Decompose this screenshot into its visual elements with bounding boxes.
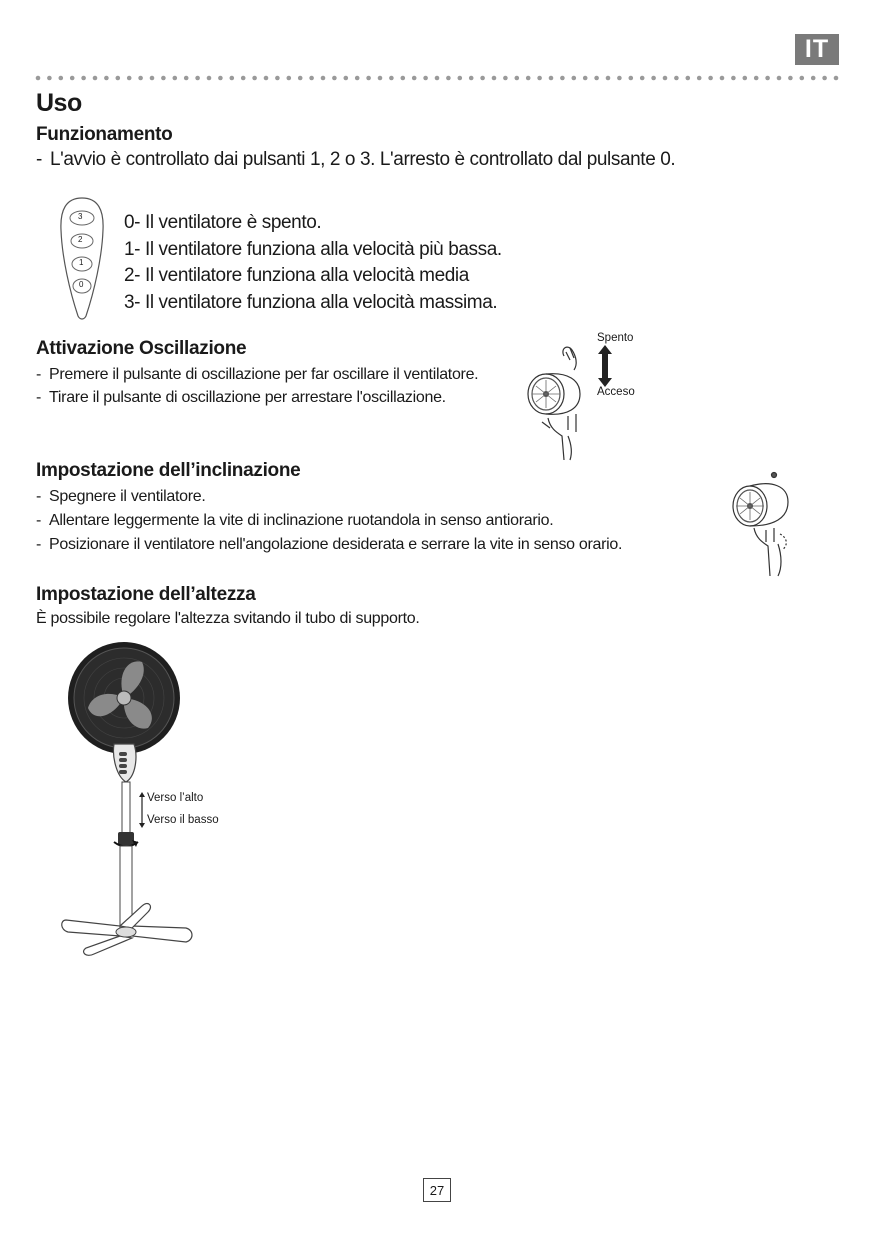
bullet-dash: -	[36, 389, 42, 406]
speed-item-3: 3- Il ventilatore funziona alla velocità massima.	[124, 291, 498, 313]
oscillation-fan-illustration	[520, 336, 600, 460]
divider-dot	[515, 76, 520, 81]
divider-dot	[583, 76, 588, 81]
page-number: 27	[423, 1178, 451, 1202]
divider-dot	[435, 76, 440, 81]
divider-dot	[822, 76, 827, 81]
tilt-item	[36, 512, 622, 536]
bullet-dash: -	[36, 366, 42, 383]
divider-dot	[537, 76, 542, 81]
divider-dot	[480, 76, 485, 81]
divider-dot	[81, 76, 86, 81]
divider-dot	[321, 76, 326, 81]
divider-dot	[59, 76, 64, 81]
height-label-up: Verso l’alto	[147, 792, 204, 804]
divider-dot	[708, 76, 713, 81]
divider-dot	[389, 76, 394, 81]
divider-dot	[173, 76, 178, 81]
divider-dot	[800, 76, 805, 81]
dotted-divider	[36, 74, 840, 82]
divider-dot	[606, 76, 611, 81]
height-arrow-icon	[139, 792, 145, 828]
divider-dot	[560, 76, 565, 81]
oscillation-label-off: Spento	[597, 332, 634, 344]
divider-dot	[309, 76, 314, 81]
divider-dot	[412, 76, 417, 81]
bullet-dash: -	[36, 512, 42, 529]
divider-dot	[674, 76, 679, 81]
tilt-item-text: Posizionare il ventilatore nell'angolazione desiderata e serrare la vite in senso orario.	[49, 536, 623, 553]
divider-dot	[549, 76, 554, 81]
remote-button-3: 3	[78, 212, 83, 221]
oscillation-item-text: Tirare il pulsante di oscillazione per arrestare l'oscillazione.	[49, 389, 446, 406]
remote-button-0: 0	[79, 280, 84, 289]
divider-dot	[811, 76, 816, 81]
oscillation-list	[36, 366, 478, 412]
divider-dot	[184, 76, 189, 81]
speed-list	[124, 212, 502, 318]
divider-dot	[492, 76, 497, 81]
divider-dot	[629, 76, 634, 81]
height-heading: Impostazione dell’altezza	[36, 584, 256, 605]
oscillation-item-text: Premere il pulsante di oscillazione per far oscillare il ventilatore.	[49, 366, 479, 383]
divider-dot	[469, 76, 474, 81]
tilt-item-text: Spegnere il ventilatore.	[49, 488, 206, 505]
divider-dot	[70, 76, 75, 81]
divider-dot	[720, 76, 725, 81]
divider-dot	[754, 76, 759, 81]
divider-dot	[663, 76, 668, 81]
divider-dot	[161, 76, 166, 81]
tilt-item	[36, 536, 622, 560]
operation-intro	[36, 149, 675, 171]
divider-dot	[446, 76, 451, 81]
divider-dot	[36, 76, 41, 81]
divider-dot	[640, 76, 645, 81]
divider-dot	[195, 76, 200, 81]
bullet-dash: -	[36, 149, 42, 170]
oscillation-heading: Attivazione Oscillazione	[36, 338, 247, 359]
divider-dot	[366, 76, 371, 81]
divider-dot	[423, 76, 428, 81]
divider-dot	[834, 76, 839, 81]
divider-dot	[572, 76, 577, 81]
language-badge: IT	[795, 34, 839, 65]
oscillation-label-on: Acceso	[597, 386, 635, 398]
divider-dot	[401, 76, 406, 81]
divider-dot	[332, 76, 337, 81]
divider-dot	[788, 76, 793, 81]
tilt-item	[36, 488, 622, 512]
divider-dot	[503, 76, 508, 81]
divider-dot	[275, 76, 280, 81]
divider-dot	[617, 76, 622, 81]
up-down-arrow-icon	[598, 345, 612, 387]
divider-dot	[207, 76, 212, 81]
divider-dot	[458, 76, 463, 81]
page-title: Uso	[36, 89, 82, 117]
divider-dot	[378, 76, 383, 81]
bullet-dash: -	[36, 488, 42, 505]
speed-item-1: 1- Il ventilatore funziona alla velocità più bassa.	[124, 238, 502, 260]
speed-item-0: 0- Il ventilatore è spento.	[124, 212, 322, 233]
divider-dot	[651, 76, 656, 81]
oscillation-item	[36, 366, 478, 389]
divider-dot	[252, 76, 257, 81]
divider-dot	[594, 76, 599, 81]
tilt-list	[36, 488, 622, 560]
divider-dot	[355, 76, 360, 81]
divider-dot	[697, 76, 702, 81]
bullet-dash: -	[36, 536, 42, 553]
operation-intro-text: L'avvio è controllato dai pulsanti 1, 2 o 3. L'arresto è controllato dal pulsante 0.	[49, 149, 676, 170]
oscillation-item	[36, 389, 478, 412]
divider-dot	[127, 76, 132, 81]
speed-item-2: 2- Il ventilatore funziona alla velocità media	[124, 265, 469, 286]
divider-dot	[765, 76, 770, 81]
tilt-fan-illustration	[728, 470, 798, 576]
divider-dot	[777, 76, 782, 81]
operation-heading: Funzionamento	[36, 124, 173, 145]
divider-dot	[218, 76, 223, 81]
divider-dot	[287, 76, 292, 81]
divider-dot	[93, 76, 98, 81]
divider-dot	[344, 76, 349, 81]
divider-dot	[264, 76, 269, 81]
height-label-down: Verso il basso	[147, 814, 219, 826]
divider-dot	[116, 76, 121, 81]
divider-dot	[241, 76, 246, 81]
divider-dot	[230, 76, 235, 81]
divider-dot	[138, 76, 143, 81]
remote-button-1: 1	[79, 258, 84, 267]
divider-dot	[150, 76, 155, 81]
divider-dot	[47, 76, 52, 81]
tilt-heading: Impostazione dell’inclinazione	[36, 460, 301, 481]
remote-button-2: 2	[78, 235, 83, 244]
divider-dot	[104, 76, 109, 81]
remote-buttons	[58, 196, 106, 322]
tilt-item-text: Allentare leggermente la vite di inclinazione ruotandola in senso antiorario.	[49, 512, 554, 529]
divider-dot	[731, 76, 736, 81]
height-text: È possibile regolare l'altezza svitando il tubo di supporto.	[36, 610, 420, 627]
divider-dot	[298, 76, 303, 81]
divider-dot	[686, 76, 691, 81]
divider-dot	[743, 76, 748, 81]
divider-dot	[526, 76, 531, 81]
